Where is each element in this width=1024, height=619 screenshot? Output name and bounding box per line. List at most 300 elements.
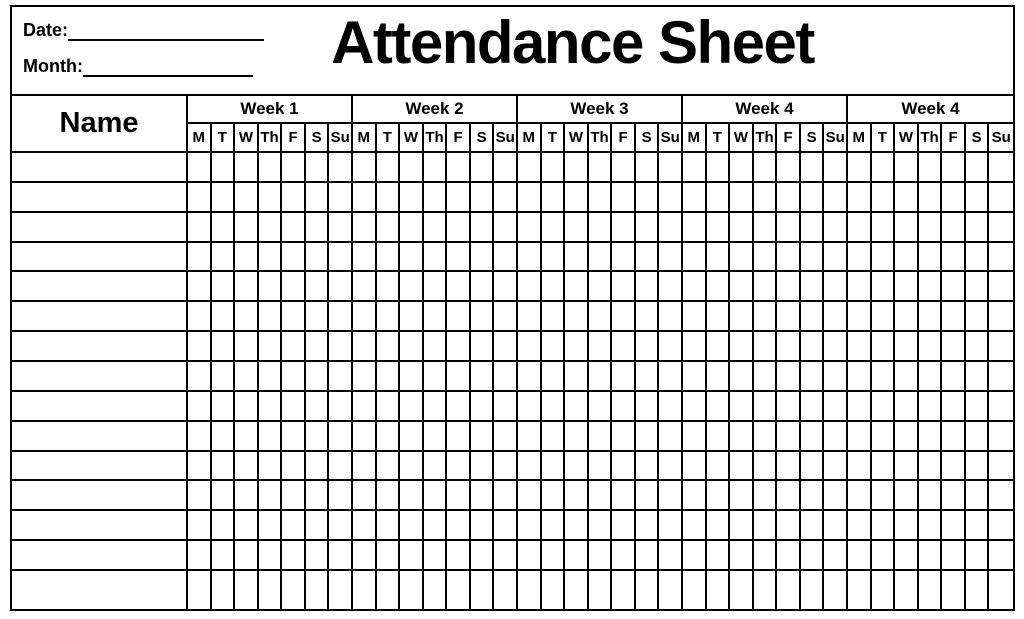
- attendance-cell[interactable]: [329, 243, 353, 273]
- attendance-cell[interactable]: [188, 422, 212, 452]
- attendance-cell[interactable]: [400, 422, 424, 452]
- attendance-cell[interactable]: [730, 571, 754, 609]
- attendance-cell[interactable]: [400, 302, 424, 332]
- attendance-cell[interactable]: [754, 332, 778, 362]
- attendance-cell[interactable]: [282, 183, 306, 213]
- attendance-cell[interactable]: [447, 511, 471, 541]
- attendance-cell[interactable]: [259, 422, 283, 452]
- attendance-cell[interactable]: [895, 153, 919, 183]
- attendance-cell[interactable]: [212, 272, 236, 302]
- attendance-cell[interactable]: [212, 183, 236, 213]
- attendance-cell[interactable]: [471, 332, 495, 362]
- attendance-cell[interactable]: [424, 272, 448, 302]
- attendance-cell[interactable]: [306, 541, 330, 571]
- attendance-cell[interactable]: [259, 153, 283, 183]
- attendance-cell[interactable]: [659, 362, 683, 392]
- attendance-cell[interactable]: [471, 452, 495, 482]
- attendance-cell[interactable]: [636, 153, 660, 183]
- attendance-cell[interactable]: [306, 183, 330, 213]
- attendance-cell[interactable]: [919, 183, 943, 213]
- attendance-cell[interactable]: [872, 481, 896, 511]
- attendance-cell[interactable]: [801, 422, 825, 452]
- attendance-cell[interactable]: [777, 571, 801, 609]
- attendance-cell[interactable]: [801, 302, 825, 332]
- attendance-cell[interactable]: [471, 183, 495, 213]
- attendance-cell[interactable]: [989, 541, 1013, 571]
- attendance-cell[interactable]: [235, 272, 259, 302]
- attendance-cell[interactable]: [942, 213, 966, 243]
- attendance-cell[interactable]: [707, 541, 731, 571]
- attendance-cell[interactable]: [518, 183, 542, 213]
- attendance-cell[interactable]: [212, 243, 236, 273]
- name-cell[interactable]: [12, 213, 188, 243]
- attendance-cell[interactable]: [188, 332, 212, 362]
- attendance-cell[interactable]: [730, 183, 754, 213]
- attendance-cell[interactable]: [235, 452, 259, 482]
- attendance-cell[interactable]: [754, 243, 778, 273]
- attendance-cell[interactable]: [212, 332, 236, 362]
- attendance-cell[interactable]: [919, 243, 943, 273]
- attendance-cell[interactable]: [942, 541, 966, 571]
- attendance-cell[interactable]: [400, 243, 424, 273]
- attendance-cell[interactable]: [872, 183, 896, 213]
- attendance-cell[interactable]: [659, 481, 683, 511]
- attendance-cell[interactable]: [471, 541, 495, 571]
- attendance-cell[interactable]: [754, 302, 778, 332]
- attendance-cell[interactable]: [777, 511, 801, 541]
- attendance-cell[interactable]: [329, 213, 353, 243]
- attendance-cell[interactable]: [777, 243, 801, 273]
- attendance-cell[interactable]: [989, 302, 1013, 332]
- attendance-cell[interactable]: [707, 272, 731, 302]
- attendance-cell[interactable]: [400, 511, 424, 541]
- attendance-cell[interactable]: [212, 153, 236, 183]
- attendance-cell[interactable]: [801, 183, 825, 213]
- attendance-cell[interactable]: [612, 511, 636, 541]
- attendance-cell[interactable]: [872, 452, 896, 482]
- attendance-cell[interactable]: [848, 332, 872, 362]
- attendance-cell[interactable]: [188, 302, 212, 332]
- attendance-cell[interactable]: [683, 511, 707, 541]
- attendance-cell[interactable]: [235, 213, 259, 243]
- attendance-cell[interactable]: [259, 571, 283, 609]
- attendance-cell[interactable]: [377, 392, 401, 422]
- attendance-cell[interactable]: [589, 272, 613, 302]
- attendance-cell[interactable]: [989, 243, 1013, 273]
- attendance-cell[interactable]: [188, 153, 212, 183]
- attendance-cell[interactable]: [707, 362, 731, 392]
- attendance-cell[interactable]: [494, 213, 518, 243]
- attendance-cell[interactable]: [730, 272, 754, 302]
- attendance-cell[interactable]: [282, 571, 306, 609]
- attendance-cell[interactable]: [282, 392, 306, 422]
- attendance-cell[interactable]: [494, 452, 518, 482]
- attendance-cell[interactable]: [989, 571, 1013, 609]
- attendance-cell[interactable]: [659, 213, 683, 243]
- attendance-cell[interactable]: [754, 571, 778, 609]
- attendance-cell[interactable]: [895, 392, 919, 422]
- attendance-cell[interactable]: [542, 362, 566, 392]
- attendance-cell[interactable]: [424, 481, 448, 511]
- attendance-cell[interactable]: [542, 422, 566, 452]
- attendance-cell[interactable]: [353, 511, 377, 541]
- attendance-cell[interactable]: [777, 452, 801, 482]
- attendance-cell[interactable]: [353, 392, 377, 422]
- attendance-cell[interactable]: [447, 302, 471, 332]
- attendance-cell[interactable]: [872, 511, 896, 541]
- attendance-cell[interactable]: [824, 302, 848, 332]
- attendance-cell[interactable]: [919, 392, 943, 422]
- attendance-cell[interactable]: [636, 302, 660, 332]
- attendance-cell[interactable]: [212, 541, 236, 571]
- attendance-cell[interactable]: [235, 302, 259, 332]
- attendance-cell[interactable]: [306, 392, 330, 422]
- attendance-cell[interactable]: [542, 541, 566, 571]
- attendance-cell[interactable]: [212, 362, 236, 392]
- attendance-cell[interactable]: [494, 481, 518, 511]
- attendance-cell[interactable]: [801, 571, 825, 609]
- attendance-cell[interactable]: [707, 213, 731, 243]
- attendance-cell[interactable]: [471, 571, 495, 609]
- attendance-cell[interactable]: [282, 302, 306, 332]
- attendance-cell[interactable]: [447, 332, 471, 362]
- attendance-cell[interactable]: [518, 541, 542, 571]
- name-cell[interactable]: [12, 243, 188, 273]
- attendance-cell[interactable]: [447, 153, 471, 183]
- attendance-cell[interactable]: [824, 362, 848, 392]
- attendance-cell[interactable]: [942, 452, 966, 482]
- attendance-cell[interactable]: [659, 452, 683, 482]
- attendance-cell[interactable]: [494, 422, 518, 452]
- attendance-cell[interactable]: [942, 272, 966, 302]
- attendance-cell[interactable]: [282, 481, 306, 511]
- attendance-cell[interactable]: [212, 392, 236, 422]
- attendance-cell[interactable]: [212, 571, 236, 609]
- attendance-cell[interactable]: [377, 183, 401, 213]
- attendance-cell[interactable]: [518, 452, 542, 482]
- attendance-cell[interactable]: [659, 511, 683, 541]
- attendance-cell[interactable]: [377, 452, 401, 482]
- attendance-cell[interactable]: [259, 243, 283, 273]
- attendance-cell[interactable]: [377, 243, 401, 273]
- attendance-cell[interactable]: [895, 362, 919, 392]
- attendance-cell[interactable]: [235, 541, 259, 571]
- attendance-cell[interactable]: [471, 243, 495, 273]
- attendance-cell[interactable]: [518, 571, 542, 609]
- attendance-cell[interactable]: [683, 213, 707, 243]
- attendance-cell[interactable]: [872, 392, 896, 422]
- attendance-cell[interactable]: [801, 213, 825, 243]
- attendance-cell[interactable]: [872, 541, 896, 571]
- attendance-cell[interactable]: [377, 362, 401, 392]
- attendance-cell[interactable]: [942, 302, 966, 332]
- attendance-cell[interactable]: [188, 511, 212, 541]
- attendance-cell[interactable]: [919, 452, 943, 482]
- attendance-cell[interactable]: [259, 541, 283, 571]
- attendance-cell[interactable]: [730, 511, 754, 541]
- name-cell[interactable]: [12, 452, 188, 482]
- attendance-cell[interactable]: [848, 511, 872, 541]
- attendance-cell[interactable]: [447, 272, 471, 302]
- attendance-cell[interactable]: [824, 541, 848, 571]
- attendance-cell[interactable]: [895, 541, 919, 571]
- attendance-cell[interactable]: [259, 452, 283, 482]
- attendance-cell[interactable]: [612, 392, 636, 422]
- attendance-cell[interactable]: [989, 392, 1013, 422]
- attendance-cell[interactable]: [377, 332, 401, 362]
- attendance-cell[interactable]: [683, 243, 707, 273]
- attendance-cell[interactable]: [542, 153, 566, 183]
- attendance-cell[interactable]: [565, 183, 589, 213]
- attendance-cell[interactable]: [848, 272, 872, 302]
- attendance-cell[interactable]: [306, 332, 330, 362]
- attendance-cell[interactable]: [824, 452, 848, 482]
- attendance-cell[interactable]: [377, 213, 401, 243]
- attendance-cell[interactable]: [824, 332, 848, 362]
- attendance-cell[interactable]: [942, 422, 966, 452]
- attendance-cell[interactable]: [989, 213, 1013, 243]
- attendance-cell[interactable]: [188, 272, 212, 302]
- attendance-cell[interactable]: [353, 183, 377, 213]
- attendance-cell[interactable]: [471, 362, 495, 392]
- attendance-cell[interactable]: [471, 213, 495, 243]
- attendance-cell[interactable]: [754, 272, 778, 302]
- attendance-cell[interactable]: [848, 452, 872, 482]
- attendance-cell[interactable]: [282, 153, 306, 183]
- attendance-cell[interactable]: [919, 541, 943, 571]
- attendance-cell[interactable]: [282, 452, 306, 482]
- attendance-cell[interactable]: [329, 481, 353, 511]
- attendance-cell[interactable]: [424, 213, 448, 243]
- attendance-cell[interactable]: [754, 511, 778, 541]
- attendance-cell[interactable]: [212, 452, 236, 482]
- attendance-cell[interactable]: [754, 481, 778, 511]
- attendance-cell[interactable]: [400, 153, 424, 183]
- attendance-cell[interactable]: [730, 422, 754, 452]
- attendance-cell[interactable]: [377, 272, 401, 302]
- attendance-cell[interactable]: [895, 452, 919, 482]
- attendance-cell[interactable]: [848, 302, 872, 332]
- attendance-cell[interactable]: [659, 243, 683, 273]
- attendance-cell[interactable]: [188, 243, 212, 273]
- attendance-cell[interactable]: [683, 392, 707, 422]
- attendance-cell[interactable]: [942, 183, 966, 213]
- attendance-cell[interactable]: [848, 541, 872, 571]
- attendance-cell[interactable]: [801, 452, 825, 482]
- attendance-cell[interactable]: [259, 183, 283, 213]
- attendance-cell[interactable]: [471, 272, 495, 302]
- attendance-cell[interactable]: [542, 481, 566, 511]
- attendance-cell[interactable]: [683, 541, 707, 571]
- attendance-cell[interactable]: [565, 422, 589, 452]
- attendance-cell[interactable]: [306, 511, 330, 541]
- attendance-cell[interactable]: [471, 302, 495, 332]
- attendance-cell[interactable]: [966, 183, 990, 213]
- attendance-cell[interactable]: [754, 422, 778, 452]
- attendance-cell[interactable]: [259, 362, 283, 392]
- name-cell[interactable]: [12, 302, 188, 332]
- attendance-cell[interactable]: [589, 332, 613, 362]
- attendance-cell[interactable]: [683, 302, 707, 332]
- attendance-cell[interactable]: [989, 153, 1013, 183]
- attendance-cell[interactable]: [494, 541, 518, 571]
- attendance-cell[interactable]: [212, 481, 236, 511]
- attendance-cell[interactable]: [872, 302, 896, 332]
- attendance-cell[interactable]: [777, 362, 801, 392]
- attendance-cell[interactable]: [612, 571, 636, 609]
- attendance-cell[interactable]: [589, 213, 613, 243]
- attendance-cell[interactable]: [306, 571, 330, 609]
- attendance-cell[interactable]: [494, 243, 518, 273]
- name-cell[interactable]: [12, 571, 188, 609]
- attendance-cell[interactable]: [282, 272, 306, 302]
- attendance-cell[interactable]: [329, 332, 353, 362]
- attendance-cell[interactable]: [282, 332, 306, 362]
- attendance-cell[interactable]: [636, 392, 660, 422]
- attendance-cell[interactable]: [353, 213, 377, 243]
- attendance-cell[interactable]: [966, 213, 990, 243]
- attendance-cell[interactable]: [188, 541, 212, 571]
- attendance-cell[interactable]: [306, 243, 330, 273]
- attendance-cell[interactable]: [730, 481, 754, 511]
- attendance-cell[interactable]: [636, 243, 660, 273]
- attendance-cell[interactable]: [259, 272, 283, 302]
- attendance-cell[interactable]: [966, 511, 990, 541]
- attendance-cell[interactable]: [542, 243, 566, 273]
- name-cell[interactable]: [12, 153, 188, 183]
- attendance-cell[interactable]: [235, 511, 259, 541]
- attendance-cell[interactable]: [306, 422, 330, 452]
- attendance-cell[interactable]: [683, 183, 707, 213]
- name-cell[interactable]: [12, 481, 188, 511]
- attendance-cell[interactable]: [259, 302, 283, 332]
- attendance-cell[interactable]: [966, 243, 990, 273]
- attendance-cell[interactable]: [777, 153, 801, 183]
- attendance-cell[interactable]: [848, 481, 872, 511]
- attendance-cell[interactable]: [353, 481, 377, 511]
- attendance-cell[interactable]: [824, 153, 848, 183]
- attendance-cell[interactable]: [754, 541, 778, 571]
- attendance-cell[interactable]: [848, 362, 872, 392]
- attendance-cell[interactable]: [966, 302, 990, 332]
- attendance-cell[interactable]: [966, 332, 990, 362]
- attendance-cell[interactable]: [966, 422, 990, 452]
- attendance-cell[interactable]: [707, 511, 731, 541]
- attendance-cell[interactable]: [872, 362, 896, 392]
- attendance-cell[interactable]: [801, 481, 825, 511]
- attendance-cell[interactable]: [329, 541, 353, 571]
- attendance-cell[interactable]: [612, 243, 636, 273]
- attendance-cell[interactable]: [424, 243, 448, 273]
- name-cell[interactable]: [12, 183, 188, 213]
- attendance-cell[interactable]: [989, 511, 1013, 541]
- attendance-cell[interactable]: [683, 272, 707, 302]
- attendance-cell[interactable]: [306, 452, 330, 482]
- attendance-cell[interactable]: [612, 332, 636, 362]
- attendance-cell[interactable]: [659, 541, 683, 571]
- attendance-cell[interactable]: [683, 481, 707, 511]
- attendance-cell[interactable]: [966, 272, 990, 302]
- attendance-cell[interactable]: [730, 243, 754, 273]
- attendance-cell[interactable]: [282, 243, 306, 273]
- attendance-cell[interactable]: [801, 243, 825, 273]
- attendance-cell[interactable]: [754, 392, 778, 422]
- attendance-cell[interactable]: [636, 422, 660, 452]
- attendance-cell[interactable]: [612, 183, 636, 213]
- attendance-cell[interactable]: [447, 362, 471, 392]
- attendance-cell[interactable]: [659, 183, 683, 213]
- attendance-cell[interactable]: [989, 362, 1013, 392]
- attendance-cell[interactable]: [565, 541, 589, 571]
- attendance-cell[interactable]: [329, 153, 353, 183]
- attendance-cell[interactable]: [636, 272, 660, 302]
- attendance-cell[interactable]: [329, 392, 353, 422]
- attendance-cell[interactable]: [259, 511, 283, 541]
- attendance-cell[interactable]: [683, 571, 707, 609]
- attendance-cell[interactable]: [989, 332, 1013, 362]
- attendance-cell[interactable]: [400, 481, 424, 511]
- attendance-cell[interactable]: [942, 511, 966, 541]
- attendance-cell[interactable]: [494, 332, 518, 362]
- attendance-cell[interactable]: [542, 213, 566, 243]
- attendance-cell[interactable]: [282, 362, 306, 392]
- attendance-cell[interactable]: [730, 541, 754, 571]
- attendance-cell[interactable]: [542, 511, 566, 541]
- attendance-cell[interactable]: [989, 272, 1013, 302]
- attendance-cell[interactable]: [872, 272, 896, 302]
- attendance-cell[interactable]: [942, 332, 966, 362]
- attendance-cell[interactable]: [235, 332, 259, 362]
- attendance-cell[interactable]: [636, 332, 660, 362]
- attendance-cell[interactable]: [306, 302, 330, 332]
- attendance-cell[interactable]: [494, 392, 518, 422]
- attendance-cell[interactable]: [659, 153, 683, 183]
- attendance-cell[interactable]: [801, 332, 825, 362]
- attendance-cell[interactable]: [919, 481, 943, 511]
- attendance-cell[interactable]: [966, 392, 990, 422]
- attendance-cell[interactable]: [353, 422, 377, 452]
- attendance-cell[interactable]: [683, 332, 707, 362]
- attendance-cell[interactable]: [589, 183, 613, 213]
- name-cell[interactable]: [12, 422, 188, 452]
- attendance-cell[interactable]: [942, 481, 966, 511]
- attendance-cell[interactable]: [777, 392, 801, 422]
- attendance-cell[interactable]: [424, 362, 448, 392]
- attendance-cell[interactable]: [801, 392, 825, 422]
- attendance-cell[interactable]: [777, 541, 801, 571]
- attendance-cell[interactable]: [824, 511, 848, 541]
- attendance-cell[interactable]: [447, 452, 471, 482]
- attendance-cell[interactable]: [707, 243, 731, 273]
- attendance-cell[interactable]: [494, 183, 518, 213]
- name-cell[interactable]: [12, 332, 188, 362]
- attendance-cell[interactable]: [542, 272, 566, 302]
- attendance-cell[interactable]: [872, 571, 896, 609]
- attendance-cell[interactable]: [636, 571, 660, 609]
- attendance-cell[interactable]: [707, 481, 731, 511]
- attendance-cell[interactable]: [400, 362, 424, 392]
- attendance-cell[interactable]: [612, 362, 636, 392]
- attendance-cell[interactable]: [612, 422, 636, 452]
- attendance-cell[interactable]: [518, 332, 542, 362]
- attendance-cell[interactable]: [730, 362, 754, 392]
- attendance-cell[interactable]: [518, 272, 542, 302]
- attendance-cell[interactable]: [329, 452, 353, 482]
- attendance-cell[interactable]: [707, 302, 731, 332]
- attendance-cell[interactable]: [612, 213, 636, 243]
- attendance-cell[interactable]: [942, 392, 966, 422]
- attendance-cell[interactable]: [824, 213, 848, 243]
